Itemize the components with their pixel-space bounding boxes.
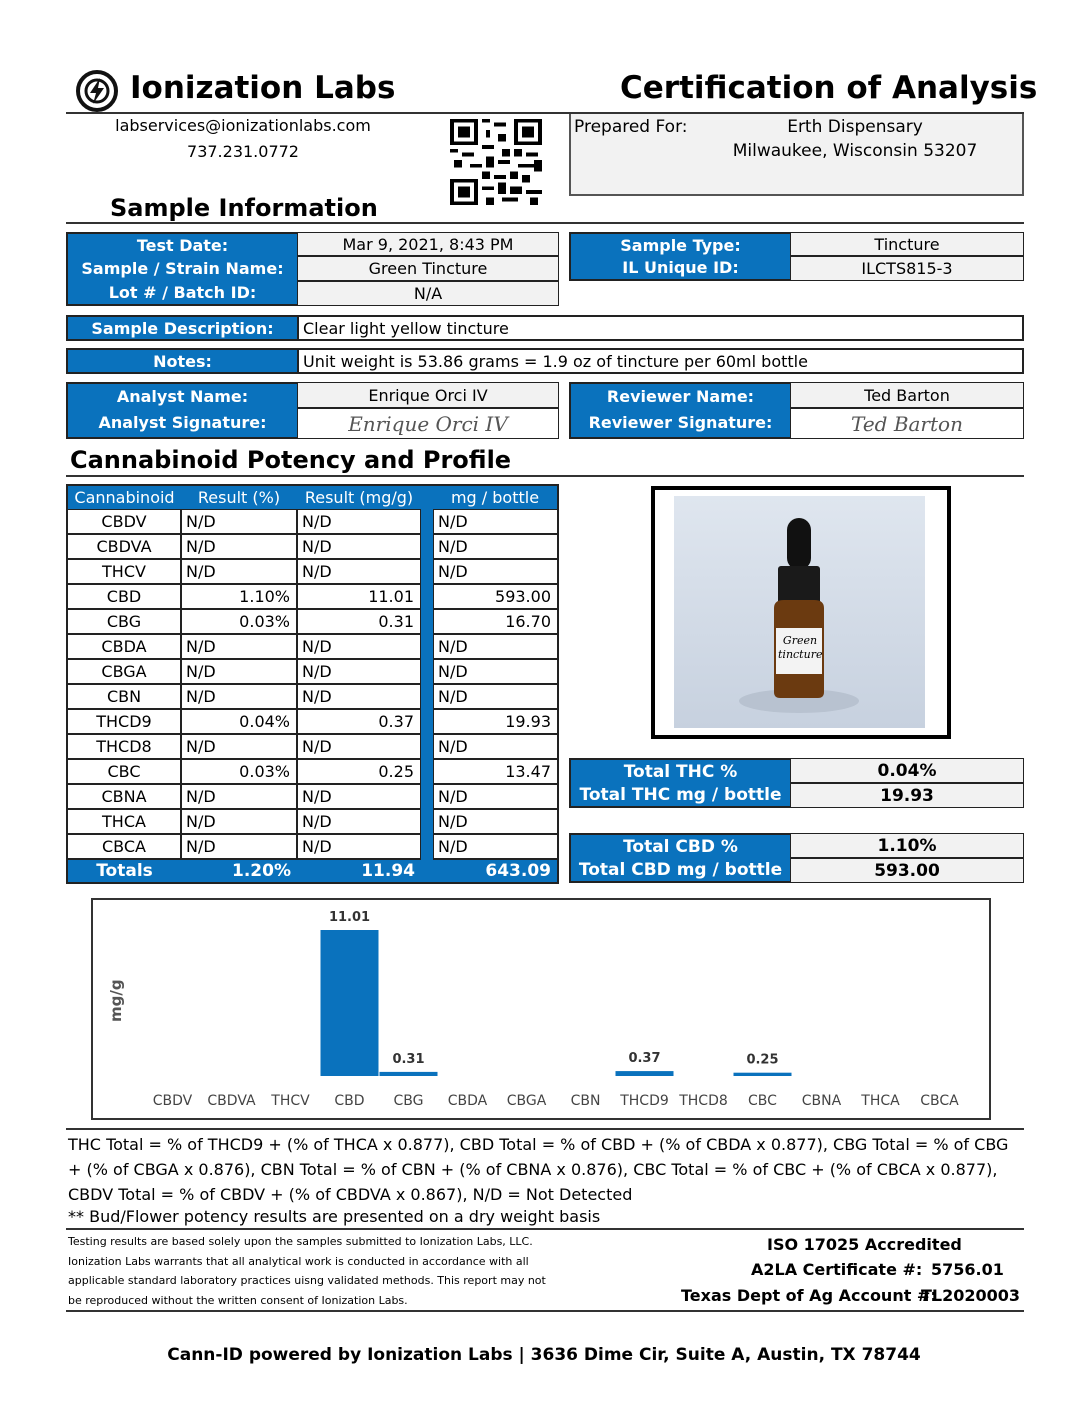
total-thc-mg-label: Total THC mg / bottle	[569, 783, 790, 808]
total-cbd-mg-label: Total CBD mg / bottle	[569, 858, 790, 883]
chart-data-label-thcd9: 0.37	[628, 1051, 661, 1067]
cell-cannabinoid: CBDVA	[66, 534, 181, 559]
cell-mg-bottle: N/D	[433, 734, 559, 759]
product-photo	[674, 496, 925, 728]
formula-text: THC Total = % of THCD9 + (% of THCA x 0.877), CBD Total = % of CBD + (% of CBDA x 0.877), CBG Total = % of CBG + (% of CBGA x 0.876), CBN Total = % of CBN + (% of CBNA x 0.876), CBC Total = % of CBC + (% of CBCA x 0.877), CBDV Total = % of CBDV + (% of CBDVA x 0.867), N/D = Not Detected	[68, 1135, 1009, 1204]
cell-result-pct: N/D	[181, 834, 297, 859]
footer-rule-top	[66, 1128, 1024, 1130]
prepared-for-label: Prepared For:	[574, 117, 688, 137]
cell-cannabinoid: THCD8	[66, 734, 181, 759]
cell-mg-bottle: N/D	[433, 559, 559, 584]
cell-cannabinoid: CBNA	[66, 784, 181, 809]
chart-tick-label-cbga: CBGA	[506, 1093, 547, 1109]
lot-label: Lot # / Batch ID:	[66, 281, 297, 306]
chart-tick-label-thcd8: THCD8	[679, 1093, 728, 1109]
cell-result-pct: 0.03%	[181, 609, 297, 634]
cell-cannabinoid: CBGA	[66, 659, 181, 684]
cell-result-pct: N/D	[181, 809, 297, 834]
cell-mg-bottle: 16.70	[433, 609, 559, 634]
cell-mg-bottle: 13.47	[433, 759, 559, 784]
lot-value: N/A	[297, 281, 559, 306]
lab-email: labservices@ionizationlabs.com	[115, 116, 371, 135]
chart-tick-label-cbna: CBNA	[801, 1093, 842, 1109]
cell-result-mgg: N/D	[297, 834, 421, 859]
texas-label: Texas Dept of Ag Account #:	[681, 1286, 937, 1305]
cell-result-mgg: 11.01	[297, 584, 421, 609]
texas-value: TL2020003	[921, 1286, 1021, 1305]
totals-mg-bottle: 643.09	[433, 859, 559, 884]
cell-cannabinoid: CBDA	[66, 634, 181, 659]
potency-rule	[66, 475, 1024, 477]
lab-name: Ionization Labs	[130, 70, 396, 106]
chart-bar-cbg	[380, 1072, 438, 1076]
cell-cannabinoid: THCV	[66, 559, 181, 584]
totals-result-mgg: 11.94	[297, 859, 421, 884]
cell-mg-bottle: N/D	[433, 834, 559, 859]
chart-tick-label-cbg: CBG	[393, 1093, 424, 1109]
cell-result-mgg: N/D	[297, 559, 421, 584]
cell-result-pct: N/D	[181, 684, 297, 709]
cell-result-pct: N/D	[181, 559, 297, 584]
potency-title: Cannabinoid Potency and Profile	[70, 446, 512, 474]
analyst-sig-label: Analyst Signature:	[66, 408, 297, 439]
notes-label: Notes:	[66, 348, 297, 374]
cell-mg-bottle: N/D	[433, 534, 559, 559]
total-cbd-pct-label: Total CBD %	[569, 833, 790, 858]
cell-mg-bottle: N/D	[433, 634, 559, 659]
potency-bar-chart	[93, 900, 989, 1118]
cell-mg-bottle: N/D	[433, 509, 559, 534]
reviewer-signature: Ted Barton	[790, 408, 1024, 439]
chart-y-label: mg/g	[107, 979, 125, 1022]
sample-info-title: Sample Information	[110, 194, 378, 222]
lab-phone: 737.231.0772	[187, 142, 299, 161]
sample-type-value: Tincture	[790, 232, 1024, 256]
analyst-signature: Enrique Orci IV	[297, 408, 559, 439]
chart-data-label-cbd: 11.01	[328, 910, 371, 925]
cell-result-mgg: 0.37	[297, 709, 421, 734]
sample-info-rule	[66, 222, 1024, 224]
cell-mg-bottle: 19.93	[433, 709, 559, 734]
total-thc-pct-value: 0.04%	[790, 758, 1024, 783]
chart-tick-label-cbdva: CBDVA	[207, 1093, 256, 1109]
cell-mg-bottle: N/D	[433, 684, 559, 709]
cell-result-mgg: N/D	[297, 659, 421, 684]
header-cannabinoid: Cannabinoid	[66, 484, 181, 509]
cell-cannabinoid: CBG	[66, 609, 181, 634]
reviewer-sig-label: Reviewer Signature:	[569, 408, 790, 439]
client-name: Erth Dispensary	[787, 117, 923, 137]
chart-bar-thcd9	[616, 1071, 674, 1076]
chart-bar-cbd	[321, 930, 379, 1076]
totals-result-pct: 1.20%	[181, 859, 297, 884]
client-address: Milwaukee, Wisconsin 53207	[732, 141, 978, 161]
cell-result-mgg: N/D	[297, 509, 421, 534]
qr-code	[450, 119, 542, 205]
cell-result-mgg: 0.31	[297, 609, 421, 634]
chart-tick-label-cbda: CBDA	[447, 1093, 488, 1109]
cell-result-mgg: N/D	[297, 634, 421, 659]
chart-data-label-cbg: 0.31	[392, 1051, 425, 1067]
cell-result-mgg: N/D	[297, 809, 421, 834]
cell-result-pct: N/D	[181, 734, 297, 759]
bottom-address-line: Cann-ID powered by Ionization Labs | 3636 Dime Cir, Suite A, Austin, TX 78744	[167, 1345, 921, 1365]
doc-title: Certification of Analysis	[620, 70, 1038, 106]
test-date-label: Test Date:	[66, 232, 297, 256]
iso-accreditation: ISO 17025 Accredited	[767, 1235, 962, 1254]
cell-result-pct: 1.10%	[181, 584, 297, 609]
chart-tick-label-cbca: CBCA	[920, 1093, 959, 1109]
totals-cannabinoid: Totals	[66, 859, 181, 884]
chart-tick-label-cbn: CBN	[570, 1093, 601, 1109]
a2la-label: A2LA Certificate #:	[751, 1260, 923, 1279]
analyst-value: Enrique Orci IV	[297, 382, 559, 408]
header-result-pct: Result (%)	[181, 484, 297, 509]
bud-note: ** Bud/Flower potency results are presented on a dry weight basis	[68, 1207, 601, 1226]
header-mg-bottle: mg / bottle	[433, 484, 559, 509]
strain-value: Green Tincture	[297, 256, 559, 281]
total-thc-pct-label: Total THC %	[569, 758, 790, 783]
cell-cannabinoid: THCA	[66, 809, 181, 834]
cell-result-pct: N/D	[181, 784, 297, 809]
description-label: Sample Description:	[66, 315, 297, 341]
unique-id-value: ILCTS815-3	[790, 256, 1024, 281]
product-photo-frame	[651, 486, 951, 739]
chart-tick-label-thcv: THCV	[271, 1093, 310, 1109]
a2la-value: 5756.01	[931, 1260, 1004, 1279]
sample-type-label: Sample Type:	[569, 232, 790, 256]
chart-tick-label-cbdv: CBDV	[152, 1093, 193, 1109]
chart-tick-label-cbd: CBD	[334, 1093, 365, 1109]
footer-rule-mid	[66, 1228, 1024, 1230]
bottle-label-text: Green tincture	[778, 634, 823, 661]
cell-mg-bottle: N/D	[433, 659, 559, 684]
cell-cannabinoid: CBC	[66, 759, 181, 784]
chart-tick-label-cbc: CBC	[748, 1093, 777, 1109]
cell-mg-bottle: N/D	[433, 784, 559, 809]
unique-id-label: IL Unique ID:	[569, 256, 790, 281]
chart-tick-label-thcd9: THCD9	[620, 1093, 669, 1109]
disclaimer-text: Testing results are based solely upon the samples submitted to Ionization Labs, LLC. Ionization Labs warrants that all analytical work is conducted in accordance with all applicable standard laboratory practices uisng validated methods. This report may not be reproduced without the written consent of Ionization Labs.	[68, 1235, 546, 1307]
cell-cannabinoid: THCD9	[66, 709, 181, 734]
total-thc-mg-value: 19.93	[790, 783, 1024, 808]
chart-data-label-cbc: 0.25	[746, 1052, 779, 1068]
reviewer-label: Reviewer Name:	[569, 382, 790, 408]
notes-value: Unit weight is 53.86 grams = 1.9 oz of tincture per 60ml bottle	[297, 348, 1024, 374]
cell-result-mgg: 0.25	[297, 759, 421, 784]
cell-result-mgg: N/D	[297, 684, 421, 709]
header-result-mgg: Result (mg/g)	[297, 484, 421, 509]
cell-result-mgg: N/D	[297, 734, 421, 759]
cell-cannabinoid: CBN	[66, 684, 181, 709]
cell-result-pct: N/D	[181, 634, 297, 659]
test-date-value: Mar 9, 2021, 8:43 PM	[297, 232, 559, 256]
total-cbd-mg-value: 593.00	[790, 858, 1024, 883]
footer-rule-bottom	[66, 1310, 1024, 1312]
cell-cannabinoid: CBDV	[66, 509, 181, 534]
cell-cannabinoid: CBCA	[66, 834, 181, 859]
strain-label: Sample / Strain Name:	[66, 256, 297, 281]
cell-result-pct: 0.03%	[181, 759, 297, 784]
reviewer-value: Ted Barton	[790, 382, 1024, 408]
table-column-spacer	[421, 484, 433, 884]
total-cbd-pct-value: 1.10%	[790, 833, 1024, 858]
description-value: Clear light yellow tincture	[297, 315, 1024, 341]
potency-chart	[91, 898, 991, 1120]
lab-logo-icon	[76, 70, 118, 112]
cell-result-pct: 0.04%	[181, 709, 297, 734]
cell-result-pct: N/D	[181, 534, 297, 559]
cell-result-mgg: N/D	[297, 534, 421, 559]
cell-cannabinoid: CBD	[66, 584, 181, 609]
analyst-label: Analyst Name:	[66, 382, 297, 408]
cell-result-pct: N/D	[181, 509, 297, 534]
cell-result-pct: N/D	[181, 659, 297, 684]
cell-result-mgg: N/D	[297, 784, 421, 809]
cell-mg-bottle: N/D	[433, 809, 559, 834]
cell-mg-bottle: 593.00	[433, 584, 559, 609]
chart-tick-label-thca: THCA	[861, 1093, 900, 1109]
chart-bar-cbc	[734, 1073, 792, 1076]
